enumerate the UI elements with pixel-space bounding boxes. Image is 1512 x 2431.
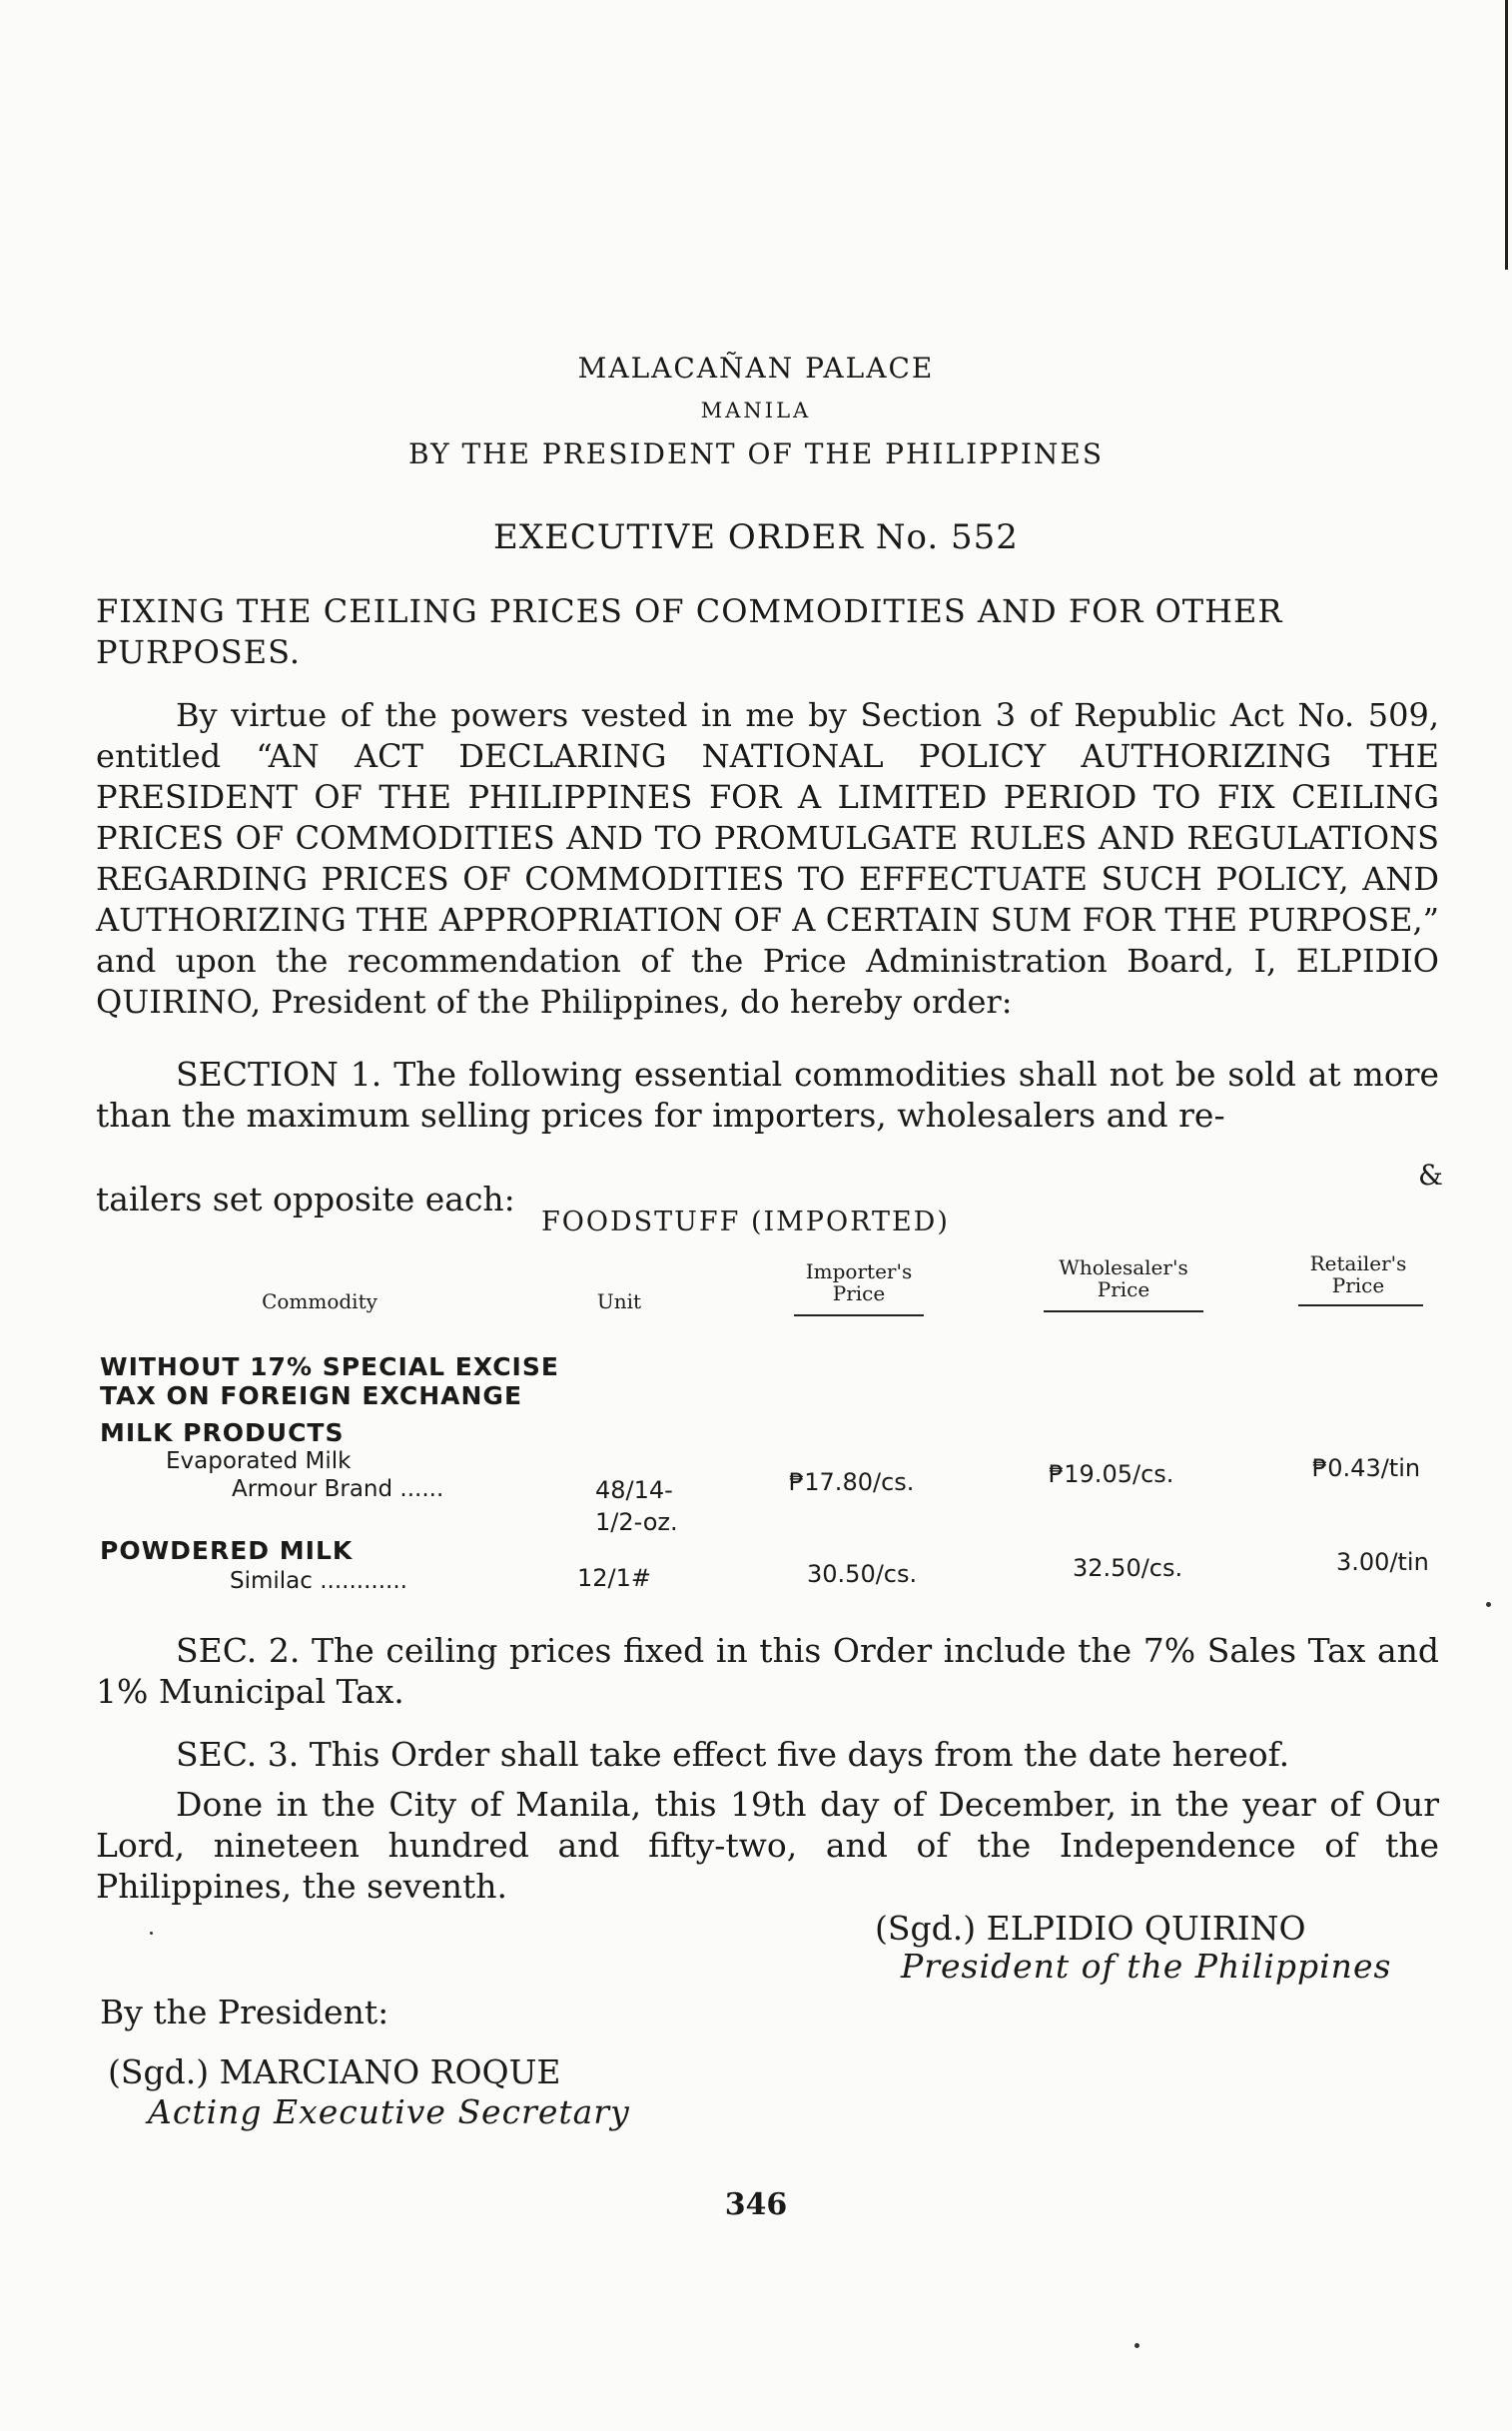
order-title: EXECUTIVE ORDER No. 552 (493, 517, 1019, 557)
section1-continuation: tailers set opposite each: (96, 1180, 515, 1218)
header-unit: Unit (596, 1289, 642, 1313)
city-heading: MANILA (700, 399, 812, 422)
ampersand-mark: & (1418, 1159, 1443, 1192)
order-subject: FIXING THE CEILING PRICES OF COMMODITIES AND FOR OTHER PURPOSES. (96, 592, 1283, 671)
section2-text: The ceiling prices fixed in this Order include the 7% Sales Tax and 1% Municipal Tax. (96, 1631, 1440, 1711)
secretary-sgd: (Sgd.) (108, 2052, 210, 2091)
president-signature-line (875, 1908, 1306, 1949)
wholesaler-header-rule (1044, 1310, 1203, 1312)
row2-commodity: Similac ............ (230, 1568, 407, 1594)
section3-text: This Order shall take effect five days from the date hereof. (309, 1735, 1290, 1774)
preamble-paragraph: By virtue of the powers vested in me by Section 3 of Republic Act No. 509, entitled “AN ACT DECLARING NATIONAL POLICY AUTHORIZING THE PRESIDENT OF THE PHILIPPINES FOR A LIMITED PERIOD TO FIX CEILING PRICES OF COMMODITIES AND TO PROMULGATE RULES AND REGULATIONS REGARDING PRICES OF COMMODITIES TO EFFECTUATE SUCH POLICY, AND AUTHORIZING THE APPROPRIATION OF A CERTAIN SUM FOR THE PURPOSE,” and upon the recommendation of the Price Administration Board, I, ELPIDIO QUIRINO, President of the Philippines, do hereby order: (96, 696, 1439, 1021)
president-title: President of the Philippines (901, 1947, 1392, 1986)
scan-speck (150, 1932, 153, 1935)
header-importer: Importer's Price (805, 1259, 913, 1305)
header-wholesaler: Wholesaler's Price (1059, 1255, 1188, 1301)
president-sgd: (Sgd.) (875, 1909, 977, 1948)
subcategory-evaporated-milk: Evaporated Milk (166, 1448, 352, 1474)
page-number: 346 (724, 2187, 788, 2222)
row1-commodity: Armour Brand ...... (232, 1476, 444, 1502)
palace-heading: MALACAÑAN PALACE (577, 352, 935, 385)
group-heading: WITHOUT 17% SPECIAL EXCISE TAX ON FOREIGN EXCHANGE (100, 1352, 559, 1410)
section3-paragraph (96, 1734, 1439, 1775)
row1-retailer-price: ₱0.43/tin (1312, 1454, 1421, 1482)
row2-importer-price: 30.50/cs. (807, 1560, 918, 1588)
importer-header-rule (794, 1314, 924, 1316)
row2-retailer-price: 3.00/tin (1336, 1548, 1429, 1576)
row1-unit: 48/14- 1/2-oz. (595, 1476, 678, 1536)
section1-text: The following essential commodities shall not be sold at more than the maximum selling prices for importers, wholesalers and re- (96, 1055, 1440, 1135)
secretary-signature-line (108, 2051, 560, 2092)
scan-edge-line (1505, 0, 1508, 270)
section1-label: SECTION 1. (176, 1055, 382, 1094)
scan-speck (1134, 2343, 1139, 2348)
president-name: ELPIDIO QUIRINO (986, 1909, 1306, 1948)
header-retailer: Retailer's Price (1309, 1251, 1407, 1297)
section2-label: SEC. 2. (176, 1631, 301, 1670)
by-president-heading: BY THE PRESIDENT OF THE PHILIPPINES (407, 437, 1105, 470)
secretary-name: MARCIANO ROQUE (219, 2052, 561, 2091)
row1-importer-price: ₱17.80/cs. (789, 1468, 915, 1496)
row1-wholesaler-price: ₱19.05/cs. (1049, 1460, 1174, 1488)
section3-label: SEC. 3. (176, 1735, 300, 1774)
section1-paragraph (96, 1054, 1439, 1136)
retailer-header-rule (1298, 1304, 1423, 1306)
row2-unit: 12/1# (577, 1564, 652, 1592)
secretary-title: Acting Executive Secretary (148, 2092, 630, 2131)
done-in-paragraph: Done in the City of Manila, this 19th day of December, in the year of Our Lord, nineteen hundred and fifty-two, and of the Independence of the Philippines, the seventh. (96, 1785, 1439, 1906)
row2-wholesaler-price: 32.50/cs. (1073, 1554, 1183, 1582)
header-commodity: Commodity (262, 1289, 378, 1313)
section2-paragraph (96, 1630, 1439, 1712)
by-president-line: By the President: (100, 1993, 389, 2031)
category-milk-products: MILK PRODUCTS (100, 1418, 345, 1447)
scan-speck (1486, 1602, 1491, 1607)
table-title: FOODSTUFF (IMPORTED) (541, 1207, 950, 1237)
category-powdered-milk: POWDERED MILK (100, 1536, 354, 1565)
